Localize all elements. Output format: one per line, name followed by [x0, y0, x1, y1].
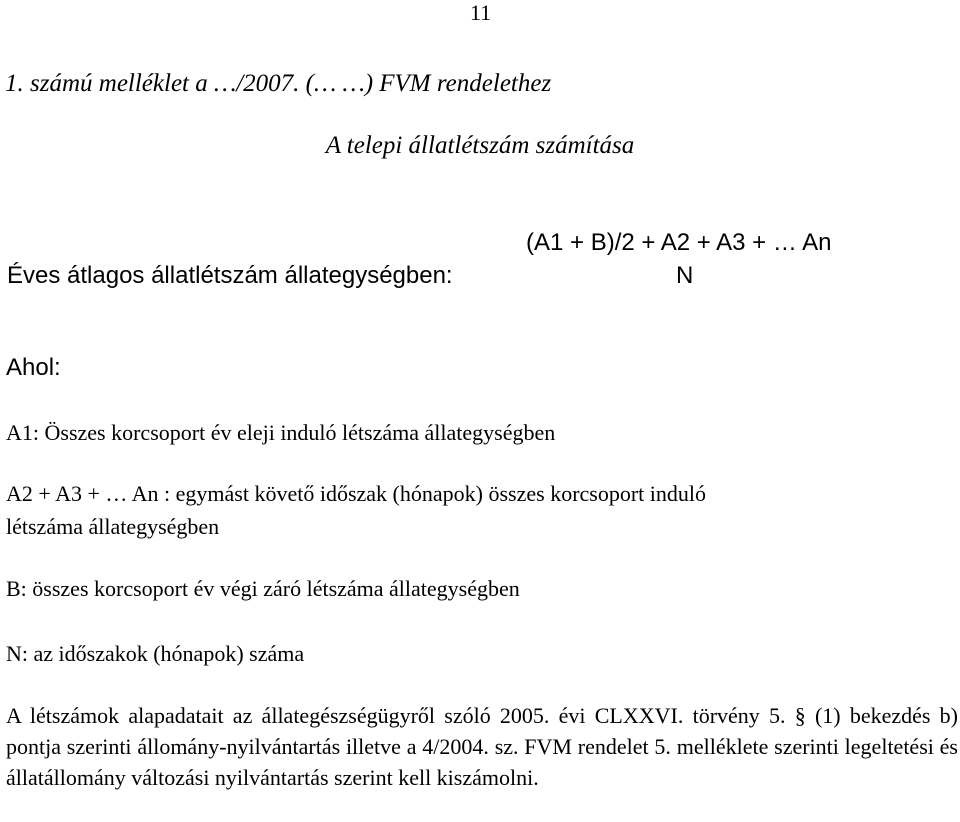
annex-title: 1. számú melléklet a …/2007. (… …) FVM rendelethez — [5, 70, 552, 97]
page-number: 11 — [470, 0, 492, 25]
formula-label: Éves átlagos állatlétszám állategységben: — [7, 262, 453, 289]
document-title: A telepi állatlétszám számítása — [325, 132, 635, 159]
formula-denominator: N — [676, 262, 694, 289]
where-label: Ahol: — [6, 354, 61, 381]
definition-n: N: az időszakok (hónapok) száma — [6, 641, 305, 666]
formula-numerator: (A1 + B)/2 + A2 + A3 + … An — [526, 229, 832, 256]
definition-a1: A1: Összes korcsoport év eleji induló létszáma állategységben — [6, 420, 556, 445]
definition-a2-line2: létszáma állategységben — [6, 514, 220, 539]
definition-b: B: összes korcsoport év végi záró létszáma állategységben — [6, 576, 520, 601]
definition-a2-line1: A2 + A3 + … An : egymást követő időszak (hónapok) összes korcsoport induló — [6, 481, 707, 506]
calculation-note: A létszámok alapadatait az állategészségügyről szóló 2005. évi CLXXVI. törvény 5. § (1) bekezdés b) pontja szerinti állomány-nyilvántartás illetve a 4/2004. sz. FVM rendelet 5. melléklete szerinti legeltetési és állatállomány változási nyilvántartás szerint kell kiszámolni. — [6, 703, 958, 790]
